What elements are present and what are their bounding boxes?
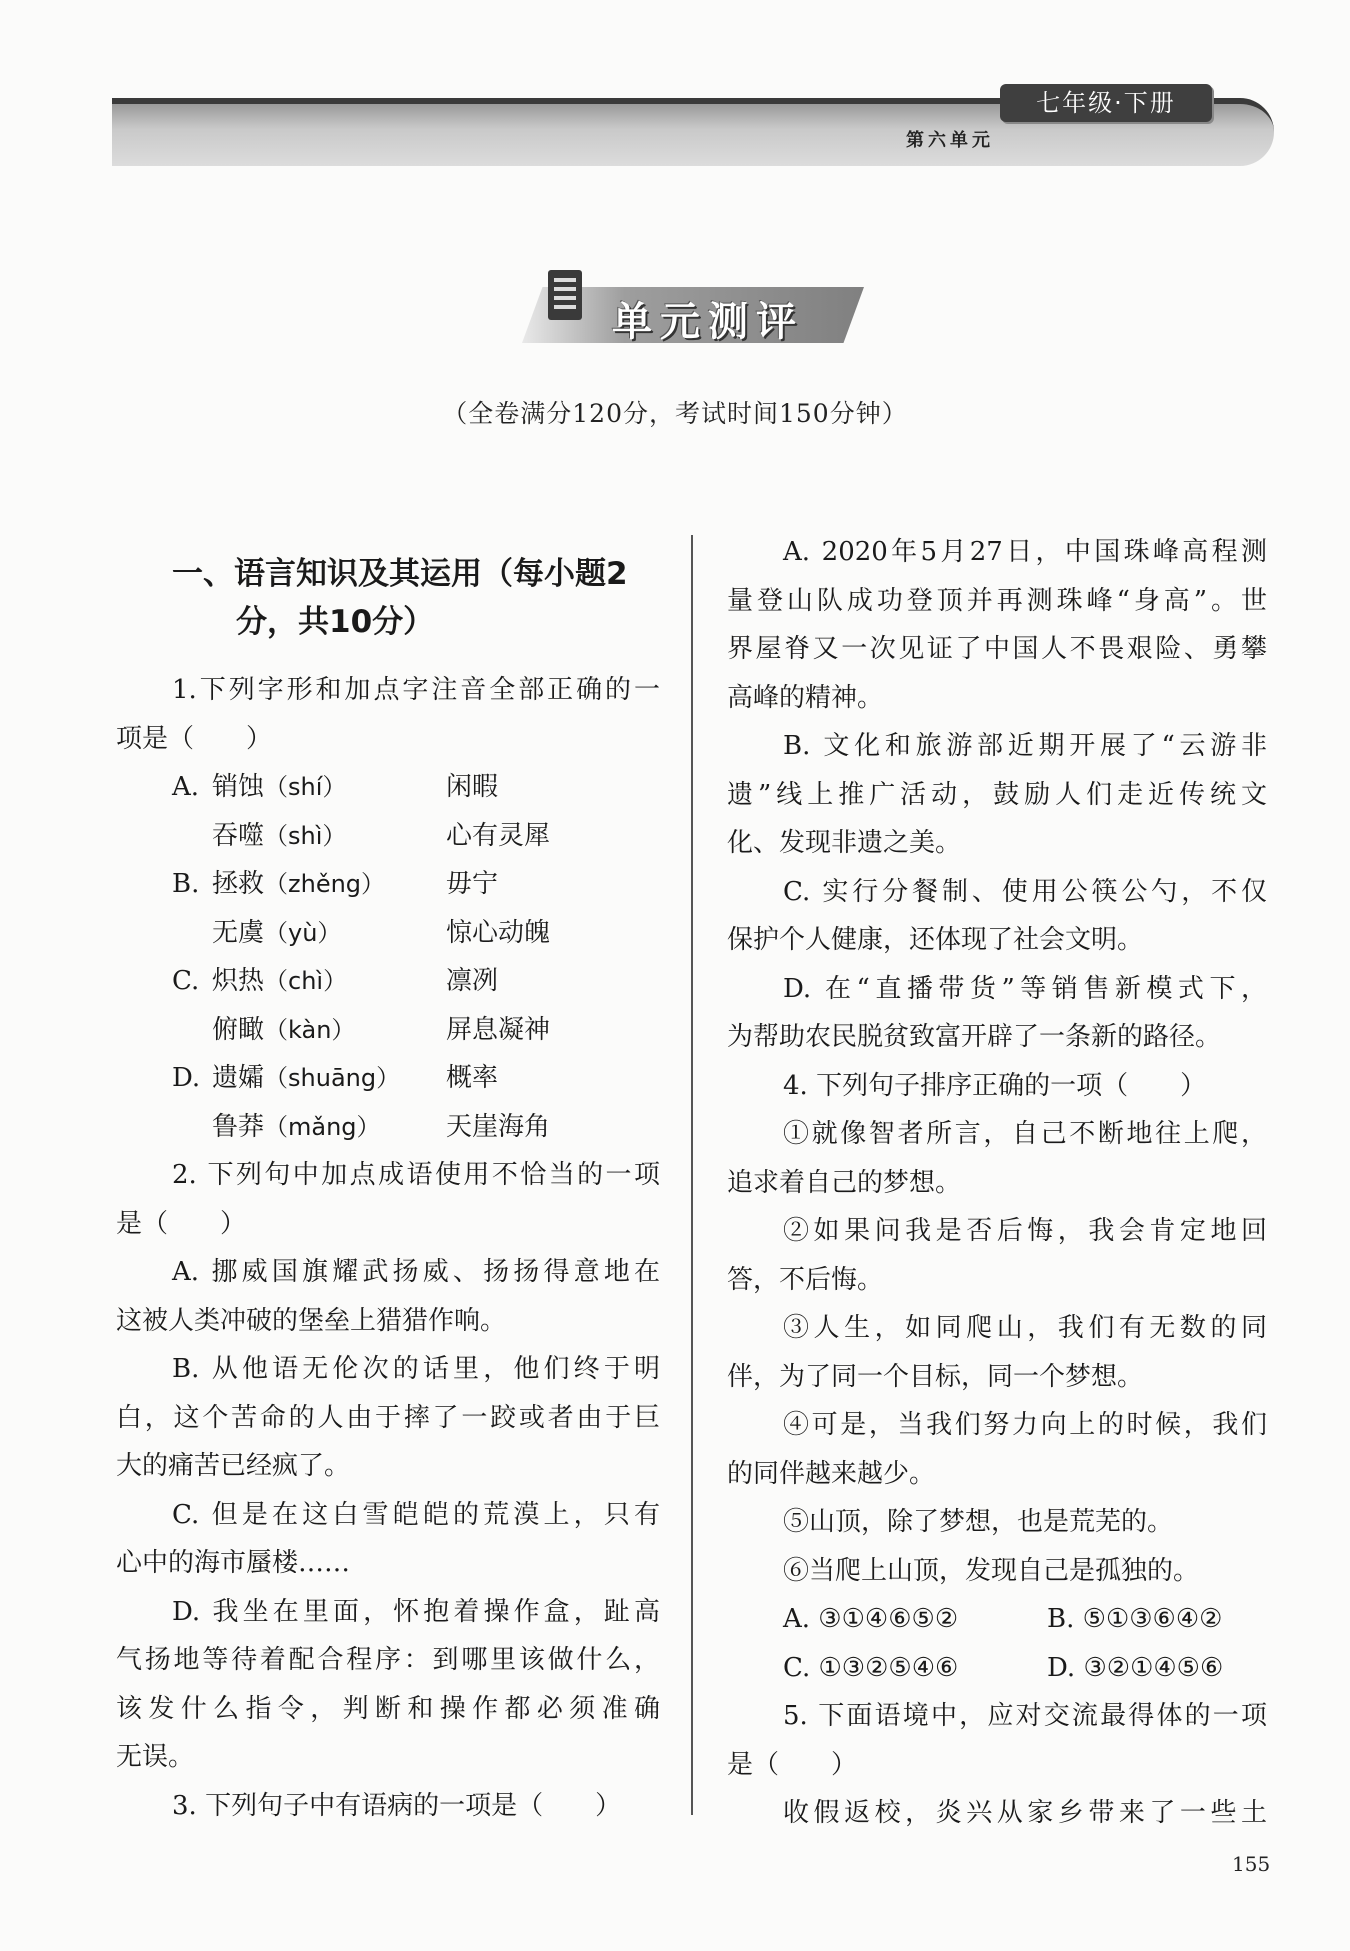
- option-right: 天崖海角: [446, 1111, 551, 1142]
- q2-option-b: B. 从他语无伦次的话里，他们终于明: [172, 1354, 660, 1384]
- q3-option-a-cont: 量登山队成功登顶并再测珠峰“身高”。世: [727, 585, 1267, 616]
- q2-option-b-cont: 大的痛苦已经疯了。: [116, 1451, 351, 1481]
- q1-option: [116, 812, 660, 861]
- option-right: 惊心动魄: [446, 917, 551, 948]
- q1-option: [116, 860, 660, 909]
- left-column: [116, 528, 660, 1830]
- q2-option-d-cont: 该发什么指令，判断和操作都必须准确: [116, 1693, 660, 1724]
- option-word: 吞噬: [212, 820, 265, 851]
- sentence-1-cont: 追求着自己的梦想。: [727, 1167, 962, 1198]
- question-5-cont: 是（ ）: [727, 1749, 858, 1780]
- q1-option: [116, 1006, 660, 1055]
- q1-option: [116, 957, 660, 1006]
- option-right: 毋宁: [446, 869, 499, 899]
- right-column: [727, 528, 1267, 1838]
- sentence-4-cont: 的同伴越来越少。: [727, 1458, 936, 1489]
- question-2: 2. 下列句中加点成语使用不恰当的一项: [172, 1160, 660, 1190]
- grade-tag: 七年级·下册: [1000, 84, 1212, 122]
- pinyin: （yù）: [264, 918, 342, 947]
- q4-option-a: A. ③①④⑥⑤②: [783, 1604, 959, 1634]
- q3-option-d-cont: 为帮助农民脱贫致富开辟了一条新的路径。: [727, 1022, 1222, 1052]
- exam-note: （全卷满分120分，考试时间150分钟）: [442, 399, 908, 428]
- q2-option-a: A. 挪威国旗耀武扬威、扬扬得意地在: [172, 1257, 660, 1287]
- option-label: C.: [172, 966, 200, 996]
- option-word: 拯救: [212, 869, 265, 899]
- q1-option: [116, 1054, 660, 1103]
- pinyin: （kàn）: [264, 1015, 356, 1044]
- pinyin: （mǎng）: [264, 1112, 381, 1141]
- q3-option-d: D. 在“直播带货”等销售新模式下，: [783, 973, 1267, 1004]
- option-word: 炽热: [212, 966, 265, 996]
- question-5: 5. 下面语境中，应对交流最得体的一项: [783, 1701, 1267, 1731]
- q2-option-c: C. 但是在这白雪皑皑的荒漠上，只有: [172, 1499, 660, 1530]
- option-label: B.: [172, 869, 200, 899]
- q4-option-c: C. ①③②⑤④⑥: [783, 1652, 959, 1683]
- q4-option-d: D. ③②①④⑤⑥: [1047, 1652, 1224, 1683]
- q2-option-b-cont: 白，这个苦命的人由于摔了一跤或者由于巨: [116, 1402, 660, 1433]
- q3-option-b-cont: 化、发现非遗之美。: [727, 828, 962, 858]
- q3-option-a: A. 2020年5月27日，中国珠峰高程测: [783, 537, 1267, 567]
- section-heading: 一、语言知识及其运用（每小题2: [172, 556, 628, 592]
- q3-option-c: C. 实行分餐制、使用公筷公勺，不仅: [783, 876, 1267, 907]
- q2-option-d: D. 我坐在里面，怀抱着操作盒，趾高: [172, 1596, 660, 1627]
- document-icon: [544, 268, 590, 324]
- option-right: 闲暇: [446, 772, 499, 802]
- question-5-context: 收假返校，炎兴从家乡带来了一些土: [783, 1798, 1267, 1828]
- q4-options-row-2: [727, 1644, 1267, 1693]
- q2-option-d-cont: 气扬地等待着配合程序：到哪里该做什么，: [116, 1645, 660, 1675]
- q3-option-a-cont: 界屋脊又一次见证了中国人不畏艰险、勇攀: [727, 634, 1267, 664]
- sentence-1: ①就像智者所言，自己不断地往上爬，: [783, 1119, 1267, 1149]
- pinyin: （shì）: [264, 821, 347, 850]
- question-1-cont: 项是（ ）: [116, 723, 273, 754]
- banner-title: 单元测评: [612, 298, 804, 345]
- sentence-6: ⑥当爬上山顶，发现自己是孤独的。: [783, 1555, 1200, 1586]
- sentence-4: ④可是，当我们努力向上的时候，我们: [783, 1410, 1267, 1440]
- pinyin: （shuāng）: [264, 1064, 401, 1092]
- page-number: 155: [1232, 1852, 1271, 1876]
- question-4: 4. 下列句子排序正确的一项（ ）: [783, 1070, 1207, 1101]
- q2-option-c-cont: 心中的海市蜃楼……: [116, 1548, 351, 1578]
- sentence-3: ③人生，如同爬山，我们有无数的同: [783, 1313, 1267, 1343]
- q3-option-a-cont: 高峰的精神。: [727, 682, 884, 713]
- question-1: 1.下列字形和加点字注音全部正确的一: [172, 675, 660, 705]
- q2-option-a-cont: 这被人类冲破的堡垒上猎猎作响。: [116, 1305, 507, 1336]
- option-label: D.: [172, 1063, 201, 1093]
- q4-options-row-1: [727, 1595, 1267, 1644]
- column-divider: [691, 535, 693, 1815]
- option-label: A.: [172, 772, 200, 802]
- sentence-3-cont: 伴，为了同一个目标，同一个梦想。: [727, 1361, 1144, 1392]
- option-right: 心有灵犀: [446, 820, 551, 851]
- option-word: 俯瞰: [212, 1014, 265, 1045]
- question-3: 3. 下列句子中有语病的一项是（ ）: [172, 1790, 622, 1821]
- option-word: 遗孀: [212, 1063, 265, 1093]
- q1-option: [116, 763, 660, 812]
- q1-option: [116, 909, 660, 958]
- unit-label: 第六单元: [906, 130, 994, 151]
- pinyin: （chì）: [264, 967, 348, 995]
- option-word: 无虞: [212, 917, 265, 948]
- q1-option: [116, 1103, 660, 1152]
- sentence-2-cont: 答，不后悔。: [727, 1264, 884, 1295]
- option-right: 概率: [446, 1063, 499, 1093]
- option-right: 屏息凝神: [446, 1014, 551, 1045]
- pinyin: （zhěng）: [264, 870, 386, 898]
- sentence-5: ⑤山顶，除了梦想，也是荒芜的。: [783, 1507, 1174, 1537]
- option-right: 凛冽: [446, 966, 499, 996]
- option-word: 销蚀: [212, 772, 265, 802]
- question-2-cont: 是（ ）: [116, 1208, 247, 1239]
- q3-option-b: B. 文化和旅游部近期开展了“云游非: [783, 731, 1267, 761]
- q3-option-c-cont: 保护个人健康，还体现了社会文明。: [727, 925, 1144, 955]
- q3-option-b-cont: 遗”线上推广活动，鼓励人们走近传统文: [727, 779, 1267, 810]
- q4-option-b: B. ⑤①③⑥④②: [1047, 1604, 1223, 1634]
- section-heading-cont: 分，共10分）: [236, 604, 435, 640]
- pinyin: （shí）: [264, 773, 347, 801]
- q2-option-d-cont: 无误。: [116, 1742, 195, 1772]
- option-word: 鲁莽: [212, 1111, 265, 1142]
- sentence-2: ②如果问我是否后悔，我会肯定地回: [783, 1216, 1267, 1246]
